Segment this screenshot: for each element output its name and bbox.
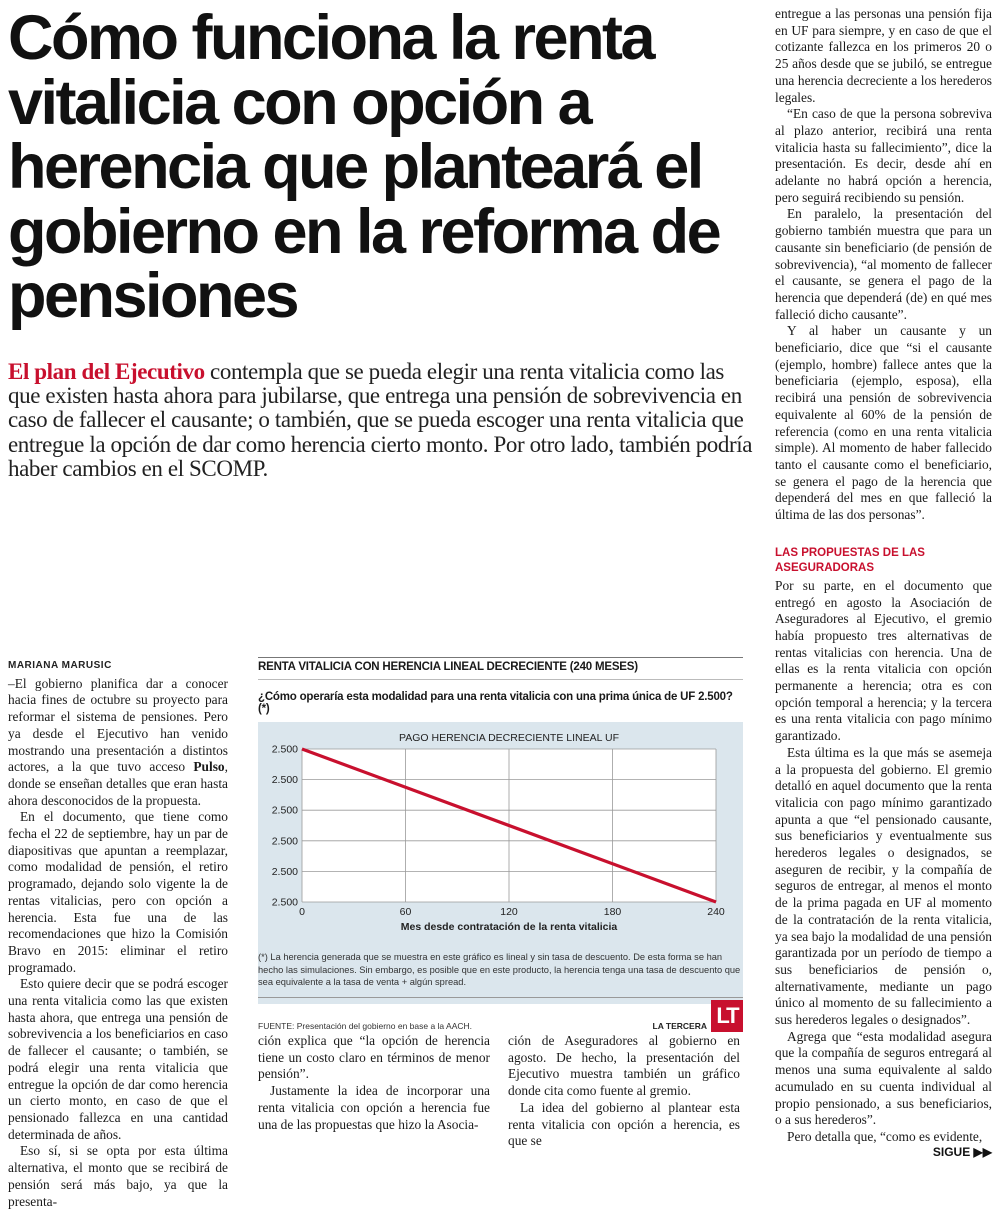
paragraph bbox=[8, 676, 228, 810]
y-tick-label: 2.500 bbox=[271, 865, 298, 878]
byline: MARIANA MARUSIC bbox=[8, 660, 112, 671]
continue-indicator: SIGUE ▶▶ bbox=[932, 1145, 992, 1159]
body-column-1 bbox=[8, 658, 228, 1210]
lede-kicker: El plan del Ejecutivo bbox=[8, 359, 205, 384]
x-tick-label: 120 bbox=[500, 906, 518, 918]
body-column-2 bbox=[258, 1033, 490, 1133]
paragraph: En el documento, que tiene como fecha el 22 de septiembre, hay un par de diapositivas que apuntan a reemplazar, como modalidad de pensión, el retiro programado, dejando solo vigente la de rentas vitalicias, pero con opción a herencia. Esta fue una de las recomendaciones que hizo la Comisión Bravo en 2015: eliminar el retiro programado. bbox=[8, 809, 228, 975]
lede-text: contempla que se pueda elegir una renta vitalicia como las que existen hasta ahora para jubilarse, que entrega una pensión de sobrevivencia en caso de fallecer el causante; o también, que se pueda escoger una renta vitalicia que entregue la opción de dar como herencia cierto monto. Por otro lado, también podría haber cambios en el SCOMP. bbox=[8, 359, 753, 481]
paragraph: Esto quiere decir que se podrá escoger una renta vitalicia como las que existen hasta ahora, que entrega una pensión de sobrevivencia a los beneficiarios en caso de fallecer el causante; o también, se podrá elegir una renta vitalicia que entregue la opción de dar como herencia un cierto monto, en caso de que el pensionado fallezca en una cantidad determinada de años. bbox=[8, 976, 228, 1142]
paragraph: Agrega que “esta modalidad asegura que la compañía de seguros entregará al menos una suma equivalente al saldo acumulado en su cuenta individual al propio pensionado, a sus beneficiarios, o a sus herederos”. bbox=[775, 1028, 992, 1128]
paragraph: “En caso de que la persona sobreviva al plazo anterior, recibirá una renta vitalicia hasta su fallecimiento”, dice la presentación. Es decir, desde ahí en adelante no habrá opción a herencia, pero seguirá recibiendo su pensión. bbox=[775, 106, 992, 205]
x-axis-label: Mes desde contratación de la renta vitalicia bbox=[400, 921, 618, 933]
publication-name: Pulso bbox=[193, 759, 225, 775]
infographic bbox=[258, 657, 743, 1035]
infographic-question: ¿Cómo operaría esta modalidad para una renta vitalicia con una prima única de UF 2.500? (*) bbox=[258, 679, 743, 717]
paragraph: Eso sí, si se opta por esta última alternativa, el monto que se recibirá de pensión será más bajo, ya que la presenta- bbox=[8, 1143, 228, 1209]
paragraph-text: –El gobierno planifica dar a conocer hacia fines de octubre su proyecto para reformar el sistema de pensiones. Pero ya desde el Ejecutivo han venido mostrando una presentación a distintos actores, a la que tuvo acceso bbox=[8, 675, 228, 775]
x-tick-label: 0 bbox=[299, 906, 305, 918]
y-tick-label: 2.500 bbox=[271, 774, 298, 787]
x-tick-label: 60 bbox=[399, 906, 412, 918]
paragraph: ción de Aseguradores al gobierno en agosto. De hecho, la presentación del Ejecutivo muestra también un gráfico donde cita como fuente al gremio. bbox=[508, 1033, 740, 1099]
brand-name: LA TERCERA bbox=[652, 1021, 707, 1031]
infographic-footer bbox=[258, 997, 743, 1033]
y-tick-label: 2.500 bbox=[271, 896, 298, 909]
paragraph: Justamente la idea de incorporar una renta vitalicia con opción a herencia fue una de las propuestas que hizo la Asocia- bbox=[258, 1083, 490, 1132]
paragraph: entregue a las personas una pensión fija en UF para siempre, y en caso de que el cotizante fallezca en los primeros 20 o 25 años desde que se jubiló, se entregue una herencia decreciente a los herederos legales. bbox=[775, 6, 992, 105]
infographic-footnote: (*) La herencia generada que se muestra en este gráfico es lineal y sin tasa de descuento. De esta forma se han hecho las simulaciones. Sin embargo, es posible que en este producto, la herencia tenga una tasa de descuento que sea equivalente a la tasa de venta + algún spread. bbox=[258, 952, 741, 987]
paragraph: La idea del gobierno al plantear esta renta vitalicia con opción a herencia, es que se bbox=[508, 1099, 740, 1149]
article-headline: Cómo funciona la renta vitalicia con opción a herencia que planteará el gobierno en la reforma de pensiones bbox=[8, 3, 720, 331]
paragraph: Por su parte, en el documento que entregó en agosto la Asociación de Aseguradores al Ejecutivo, el gremio había propuesto tres alternativas de rentas vitalicias con herencia. Una de ellas es la renta vitalicia con opción permanente a herencia; otra es con opción temporal a herencia; y la tercera es una renta vitalicia con pago mínimo garantizado. bbox=[775, 577, 992, 744]
body-column-4 bbox=[775, 6, 992, 1146]
chart-title: PAGO HERENCIA DECRECIENTE LINEAL UF bbox=[399, 732, 619, 744]
paragraph: ción explica que “la opción de herencia tiene un costo claro en términos de menor pensión”. bbox=[258, 1033, 490, 1082]
body-column-3 bbox=[508, 1033, 740, 1150]
paragraph: Esta última es la que más se asemeja a la propuesta del gobierno. El gremio detalló en aquel documento que la renta vitalicia con pago mínimo garantizado apunta a que “el pensionado causante, sus beneficiarios y eventualmente sus herederos legales o designados, se aseguren de recibir, y la compañía de seguros de entregar, al menos el monto de la prima pagada en UF al momento de la contratación de la renta vitalicia, ya sea bajo la modalidad de una pensión garantizada por un período de tiempo a sus beneficiarios de pensión o, alternativamente, mediante un pago único al momento de su fallecimiento a sus herederos legales o designados”. bbox=[775, 744, 992, 1028]
y-tick-label: 2.500 bbox=[271, 835, 298, 848]
section-subhead: LAS PROPUESTAS DE LAS ASEGURADORAS bbox=[775, 546, 925, 574]
paragraph: Y al haber un causante y un beneficiario, dice que “si el causante (ejemplo, hombre) fallece antes que la beneficiaria (ejemplo, esposa), ella recibirá una pensión de sobrevivencia equivalente al 60% de la pensión de referencia (como en una renta vitalicia simple). Al momento de haber fallecido tanto el causante como el beneficiario, se genera el pago de la herencia que dependerá del mes en que falleció la última de las dos personas”. bbox=[775, 323, 992, 523]
paragraph: En paralelo, la presentación del gobierno también muestra que para un causante sin beneficiario (de pensión de sobrevivencia), “al momento de fallecer el causante, se genera el pago de la herencia que dependerá (de) en qué mes falleció dicho causante”. bbox=[775, 206, 992, 322]
infographic-title: RENTA VITALICIA CON HERENCIA LINEAL DECRECIENTE (240 MESES) bbox=[258, 657, 743, 679]
paragraph: Pero detalla que, “como es evidente, bbox=[787, 1129, 983, 1144]
y-tick-label: 2.500 bbox=[271, 804, 298, 817]
la-tercera-logo: LT bbox=[711, 1000, 743, 1032]
x-tick-label: 180 bbox=[603, 906, 622, 918]
y-tick-label: 2.500 bbox=[271, 743, 298, 756]
article-lede bbox=[8, 360, 753, 481]
infographic-source: FUENTE: Presentación del gobierno en base a la AACH. bbox=[258, 1021, 473, 1031]
paragraph-text: , donde se enseñan detalles que eran hasta ahora desconocidos de la propuesta. bbox=[8, 759, 228, 808]
x-tick-label: 240 bbox=[707, 906, 725, 918]
